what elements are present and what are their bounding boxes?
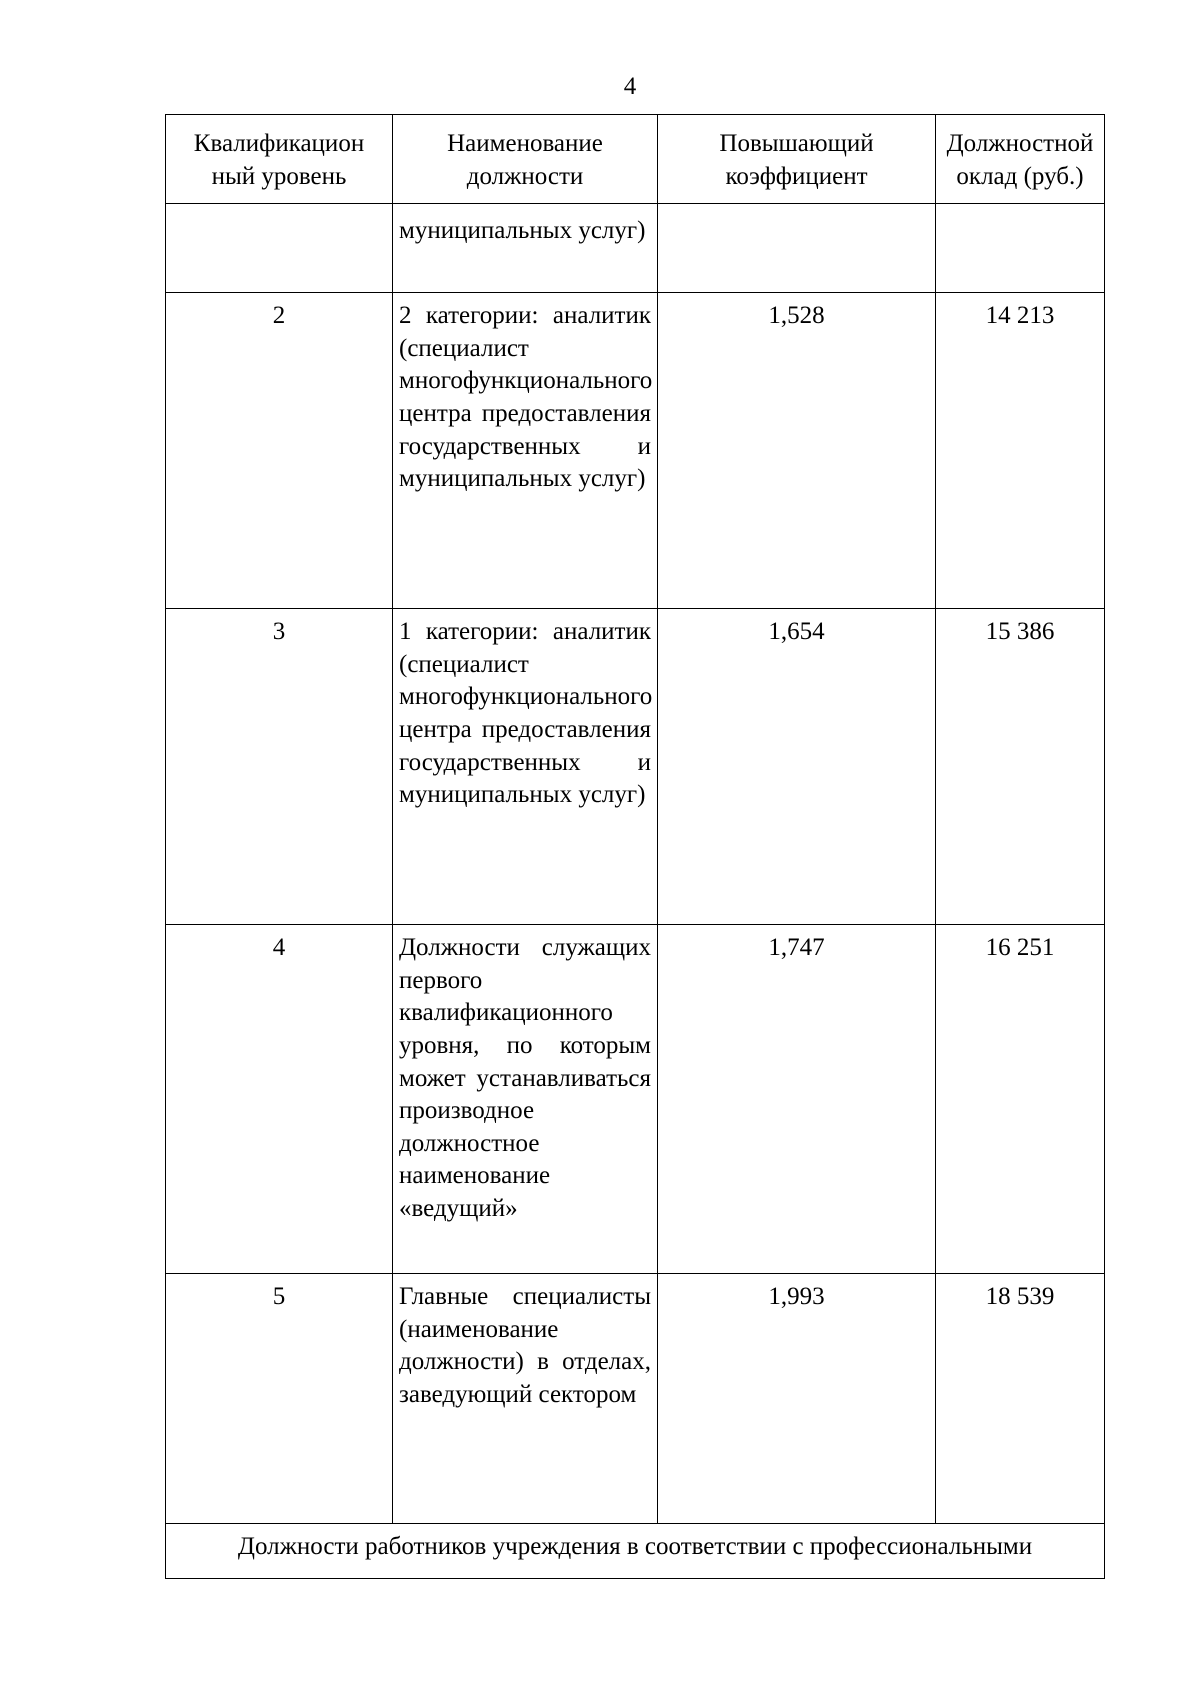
cell-position-name: муниципальных услуг) (393, 204, 658, 293)
cell-salary (936, 204, 1105, 293)
cell-coefficient: 1,747 (658, 925, 936, 1274)
cell-level: 4 (166, 925, 393, 1274)
cell-coefficient (658, 204, 936, 293)
header-qualification-level: Квалификацион ный уровень (166, 115, 393, 204)
table-header-row (166, 115, 1105, 204)
cell-coefficient: 1,654 (658, 609, 936, 925)
cell-salary: 18 539 (936, 1274, 1105, 1524)
cell-level: 5 (166, 1274, 393, 1524)
cell-position-name: Главные специалисты (наименование должности) в отделах, заведующий сектором (393, 1274, 658, 1524)
table-row (166, 925, 1105, 1274)
header-salary: Должностной оклад (руб.) (936, 115, 1105, 204)
cell-coefficient: 1,993 (658, 1274, 936, 1524)
cell-position-name: Должности служащих первого квалификационного уровня, по которым может устанавливаться производное должностное наименование «ведущий» (393, 925, 658, 1274)
cell-section-heading: Должности работников учреждения в соответствии с профессиональными (166, 1524, 1105, 1579)
cell-salary: 14 213 (936, 293, 1105, 609)
cell-level: 3 (166, 609, 393, 925)
table-row (166, 1274, 1105, 1524)
cell-level: 2 (166, 293, 393, 609)
header-position-name: Наименование должности (393, 115, 658, 204)
page-number: 4 (623, 73, 637, 100)
table-row (166, 609, 1105, 925)
salary-table (165, 114, 1105, 1579)
table-footer-row (166, 1524, 1105, 1579)
table-row (166, 293, 1105, 609)
header-coefficient: Повышающий коэффициент (658, 115, 936, 204)
cell-coefficient: 1,528 (658, 293, 936, 609)
cell-salary: 15 386 (936, 609, 1105, 925)
cell-position-name: 1 категории: аналитик (специалист многофункционального центра предоставления государственных и муниципальных услуг) (393, 609, 658, 925)
cell-level (166, 204, 393, 293)
table-row (166, 204, 1105, 293)
cell-position-name: 2 категории: аналитик (специалист многофункционального центра предоставления государственных и муниципальных услуг) (393, 293, 658, 609)
cell-salary: 16 251 (936, 925, 1105, 1274)
